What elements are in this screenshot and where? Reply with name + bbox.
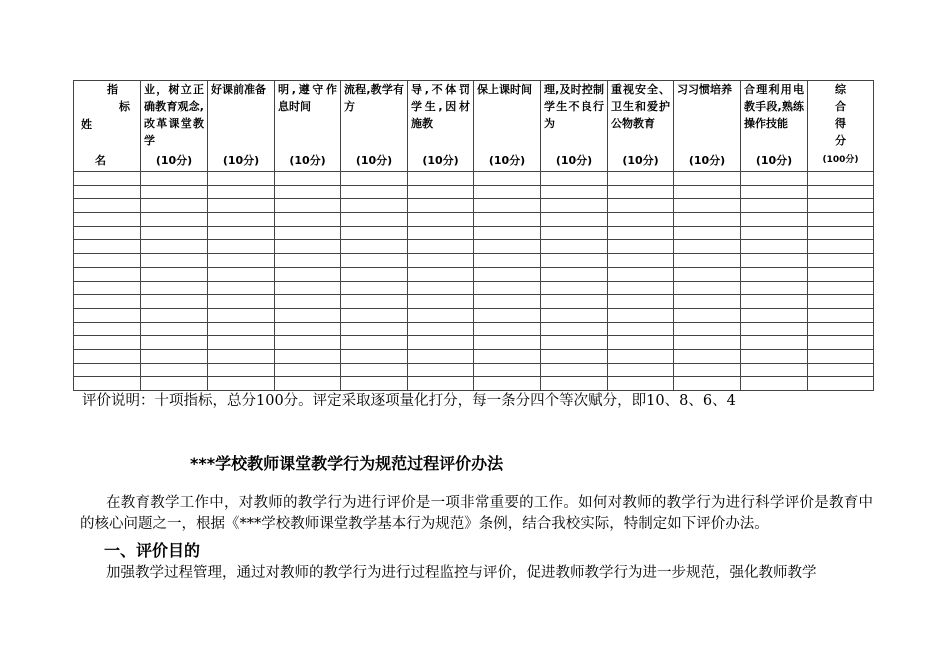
- table-cell: [808, 363, 874, 377]
- table-cell: [208, 349, 275, 363]
- table-cell: [275, 281, 341, 295]
- table-cell: [208, 254, 275, 268]
- table-cell: [341, 240, 408, 254]
- table-cell: [608, 349, 674, 363]
- table-row: [74, 267, 874, 281]
- table-cell: [541, 185, 608, 199]
- table-cell: [275, 199, 341, 213]
- header-col-6: 保上课时间 (10分): [474, 81, 541, 172]
- table-cell: [741, 308, 808, 322]
- table-cell: [208, 308, 275, 322]
- table-cell: [674, 322, 741, 336]
- table-cell: [674, 254, 741, 268]
- table-row: [74, 254, 874, 268]
- table-cell: [608, 281, 674, 295]
- table-cell: [208, 322, 275, 336]
- table-cell: [141, 349, 208, 363]
- table-cell: [408, 199, 474, 213]
- table-cell: [341, 172, 408, 186]
- table-cell: [341, 254, 408, 268]
- table-cell: [474, 308, 541, 322]
- table-cell: [741, 240, 808, 254]
- table-cell: [541, 172, 608, 186]
- table-cell: [674, 281, 741, 295]
- table-cell: [408, 322, 474, 336]
- table-cell: [674, 295, 741, 309]
- table-cell: [608, 336, 674, 350]
- table-cell: [141, 185, 208, 199]
- table-cell: [808, 308, 874, 322]
- table-cell: [74, 213, 141, 227]
- table-cell: [541, 213, 608, 227]
- table-cell: [674, 336, 741, 350]
- table-cell: [474, 322, 541, 336]
- table-cell: [741, 254, 808, 268]
- table-cell: [541, 336, 608, 350]
- table-cell: [674, 349, 741, 363]
- table-cell: [741, 226, 808, 240]
- table-cell: [74, 185, 141, 199]
- table-row: [74, 349, 874, 363]
- table-row: [74, 172, 874, 186]
- table-cell: [674, 199, 741, 213]
- table-cell: [141, 363, 208, 377]
- table-cell: [608, 199, 674, 213]
- table-cell: [741, 199, 808, 213]
- table-cell: [808, 172, 874, 186]
- table-row: [74, 336, 874, 350]
- table-cell: [208, 240, 275, 254]
- table-cell: [808, 295, 874, 309]
- table-cell: [741, 281, 808, 295]
- header-col-1: 业，树立正确教育观念,改革课堂教学 (10分): [141, 81, 208, 172]
- table-cell: [341, 267, 408, 281]
- table-cell: [341, 281, 408, 295]
- table-cell: [408, 254, 474, 268]
- table-cell: [608, 254, 674, 268]
- table-cell: [608, 295, 674, 309]
- header-col-9: 习习惯培养 (10分): [674, 81, 741, 172]
- table-cell: [741, 349, 808, 363]
- table-cell: [741, 295, 808, 309]
- table-cell: [808, 199, 874, 213]
- table-cell: [74, 363, 141, 377]
- corner-top: 指: [107, 83, 118, 96]
- table-cell: [341, 349, 408, 363]
- table-cell: [275, 336, 341, 350]
- table-cell: [74, 254, 141, 268]
- table-cell: [541, 281, 608, 295]
- table-cell: [141, 172, 208, 186]
- table-cell: [674, 226, 741, 240]
- table-cell: [608, 240, 674, 254]
- table-cell: [141, 199, 208, 213]
- table-cell: [674, 172, 741, 186]
- table-cell: [808, 254, 874, 268]
- table-row: [74, 363, 874, 377]
- table-row: [74, 308, 874, 322]
- table-cell: [141, 281, 208, 295]
- table-cell: [74, 349, 141, 363]
- table-cell: [741, 377, 808, 391]
- table-cell: [608, 267, 674, 281]
- table-cell: [808, 185, 874, 199]
- section-1-heading: 一、评价目的: [104, 541, 201, 560]
- table-cell: [474, 295, 541, 309]
- table-cell: [275, 172, 341, 186]
- table-cell: [474, 281, 541, 295]
- table-cell: [541, 295, 608, 309]
- table-cell: [541, 254, 608, 268]
- table-cell: [808, 240, 874, 254]
- table-cell: [275, 240, 341, 254]
- table-cell: [741, 336, 808, 350]
- table-cell: [275, 295, 341, 309]
- table-cell: [341, 363, 408, 377]
- table-cell: [541, 322, 608, 336]
- table-cell: [408, 172, 474, 186]
- table-cell: [674, 308, 741, 322]
- table-cell: [474, 267, 541, 281]
- table-cell: [275, 349, 341, 363]
- table-cell: [474, 363, 541, 377]
- table-cell: [275, 185, 341, 199]
- corner-left: 姓: [81, 118, 92, 131]
- table-cell: [341, 213, 408, 227]
- table-row: [74, 226, 874, 240]
- table-row: [74, 213, 874, 227]
- table-cell: [608, 322, 674, 336]
- corner-cell: [74, 81, 141, 172]
- table-cell: [141, 254, 208, 268]
- table-cell: [608, 213, 674, 227]
- table-row: [74, 199, 874, 213]
- header-col-7: 理,及时控制学生不良行为 (10分): [541, 81, 608, 172]
- table-cell: [74, 322, 141, 336]
- table-cell: [808, 281, 874, 295]
- table-cell: [408, 226, 474, 240]
- table-cell: [208, 267, 275, 281]
- table-cell: [408, 267, 474, 281]
- table-cell: [341, 336, 408, 350]
- table-cell: [74, 295, 141, 309]
- table-cell: [608, 308, 674, 322]
- table-cell: [808, 322, 874, 336]
- table-cell: [275, 308, 341, 322]
- table-cell: [674, 240, 741, 254]
- table-cell: [74, 267, 141, 281]
- table-cell: [808, 336, 874, 350]
- header-col-8: 重视安全、卫生和爱护公物教育 (10分): [608, 81, 674, 172]
- header-col-5: 导,不体罚学生,因材施教 (10分): [408, 81, 474, 172]
- table-cell: [741, 267, 808, 281]
- table-cell: [541, 199, 608, 213]
- table-cell: [341, 322, 408, 336]
- evaluation-note: 评价说明：十项指标，总分100分。评定采取逐项量化打分，每一条分四个等次赋分，即10、8、6、4: [82, 393, 736, 409]
- intro-paragraph: 在教育教学工作中，对教师的教学行为进行评价是一项非常重要的工作。如何对教师的教学行为进行科学评价是教育中的核心问题之一，根据《***学校教师课堂教学基本行为规范》条例，结合我校实际，特制定如下评价办法。: [80, 495, 873, 532]
- table-cell: [74, 281, 141, 295]
- table-cell: [474, 213, 541, 227]
- evaluation-table: [73, 80, 874, 391]
- table-cell: [141, 213, 208, 227]
- table-cell: [141, 267, 208, 281]
- table-cell: [275, 226, 341, 240]
- header-col-3: 明,遵守作息时间 (10分): [275, 81, 341, 172]
- table-cell: [141, 308, 208, 322]
- table-cell: [608, 363, 674, 377]
- header-col-4: 流程,教学有方 (10分): [341, 81, 408, 172]
- table-cell: [541, 226, 608, 240]
- table-cell: [474, 240, 541, 254]
- table-cell: [408, 213, 474, 227]
- table-cell: [674, 185, 741, 199]
- table-cell: [408, 336, 474, 350]
- table-cell: [474, 254, 541, 268]
- table-cell: [208, 199, 275, 213]
- table-cell: [808, 377, 874, 391]
- table-cell: [541, 308, 608, 322]
- table-cell: [208, 172, 275, 186]
- header-col-10: 合理利用电教手段,熟练操作技能 (10分): [741, 81, 808, 172]
- table-row: [74, 322, 874, 336]
- table-cell: [141, 295, 208, 309]
- table-cell: [74, 226, 141, 240]
- table-cell: [674, 213, 741, 227]
- table-cell: [341, 308, 408, 322]
- table-cell: [74, 308, 141, 322]
- table-cell: [275, 254, 341, 268]
- corner-mid: 标: [119, 100, 130, 113]
- table-cell: [474, 336, 541, 350]
- table-cell: [341, 199, 408, 213]
- table-cell: [408, 308, 474, 322]
- table-cell: [208, 185, 275, 199]
- table-cell: [741, 322, 808, 336]
- table-cell: [208, 226, 275, 240]
- table-cell: [208, 336, 275, 350]
- header-col-2: 好课前准备 (10分): [208, 81, 275, 172]
- table-row: [74, 185, 874, 199]
- table-cell: [408, 363, 474, 377]
- table-cell: [808, 349, 874, 363]
- table-cell: [808, 213, 874, 227]
- table-cell: [474, 349, 541, 363]
- table-cell: [275, 363, 341, 377]
- table-cell: [275, 267, 341, 281]
- table-row: [74, 281, 874, 295]
- table-cell: [141, 336, 208, 350]
- table-cell: [74, 240, 141, 254]
- table-cell: [808, 226, 874, 240]
- table-cell: [74, 199, 141, 213]
- table-cell: [474, 185, 541, 199]
- table-cell: [208, 295, 275, 309]
- table-cell: [674, 267, 741, 281]
- table-cell: [141, 226, 208, 240]
- table-cell: [141, 322, 208, 336]
- table-cell: [275, 322, 341, 336]
- table-cell: [341, 226, 408, 240]
- table-cell: [741, 363, 808, 377]
- table-cell: [408, 240, 474, 254]
- table-cell: [474, 199, 541, 213]
- table-cell: [474, 226, 541, 240]
- table-cell: [341, 295, 408, 309]
- table-row: [74, 295, 874, 309]
- table-cell: [408, 185, 474, 199]
- table-cell: [275, 213, 341, 227]
- table-cell: [608, 226, 674, 240]
- table-cell: [474, 172, 541, 186]
- table-cell: [741, 185, 808, 199]
- table-cell: [674, 363, 741, 377]
- table-cell: [208, 363, 275, 377]
- table-cell: [74, 172, 141, 186]
- section-1-text: 加强教学过程管理，通过对教师的教学行为进行过程监控与评价，促进教师教学行为进一步规范，强化教师教学: [106, 565, 817, 581]
- table-cell: [541, 240, 608, 254]
- table-cell: [208, 213, 275, 227]
- table-header-row: [74, 81, 874, 172]
- corner-bottom: 名: [95, 154, 106, 167]
- header-total: 综 合 得 分 (100分): [808, 81, 874, 172]
- table-cell: [808, 267, 874, 281]
- table-cell: [541, 363, 608, 377]
- table-row: [74, 240, 874, 254]
- table-cell: [208, 281, 275, 295]
- table-cell: [741, 213, 808, 227]
- table-cell: [541, 267, 608, 281]
- document-title: ***学校教师课堂教学行为规范过程评价办法: [190, 454, 504, 473]
- table-cell: [408, 349, 474, 363]
- table-cell: [608, 172, 674, 186]
- table-cell: [408, 295, 474, 309]
- table-cell: [341, 185, 408, 199]
- table-cell: [741, 172, 808, 186]
- table-cell: [608, 185, 674, 199]
- table-cell: [141, 240, 208, 254]
- table-cell: [408, 281, 474, 295]
- table-cell: [74, 336, 141, 350]
- table-cell: [541, 349, 608, 363]
